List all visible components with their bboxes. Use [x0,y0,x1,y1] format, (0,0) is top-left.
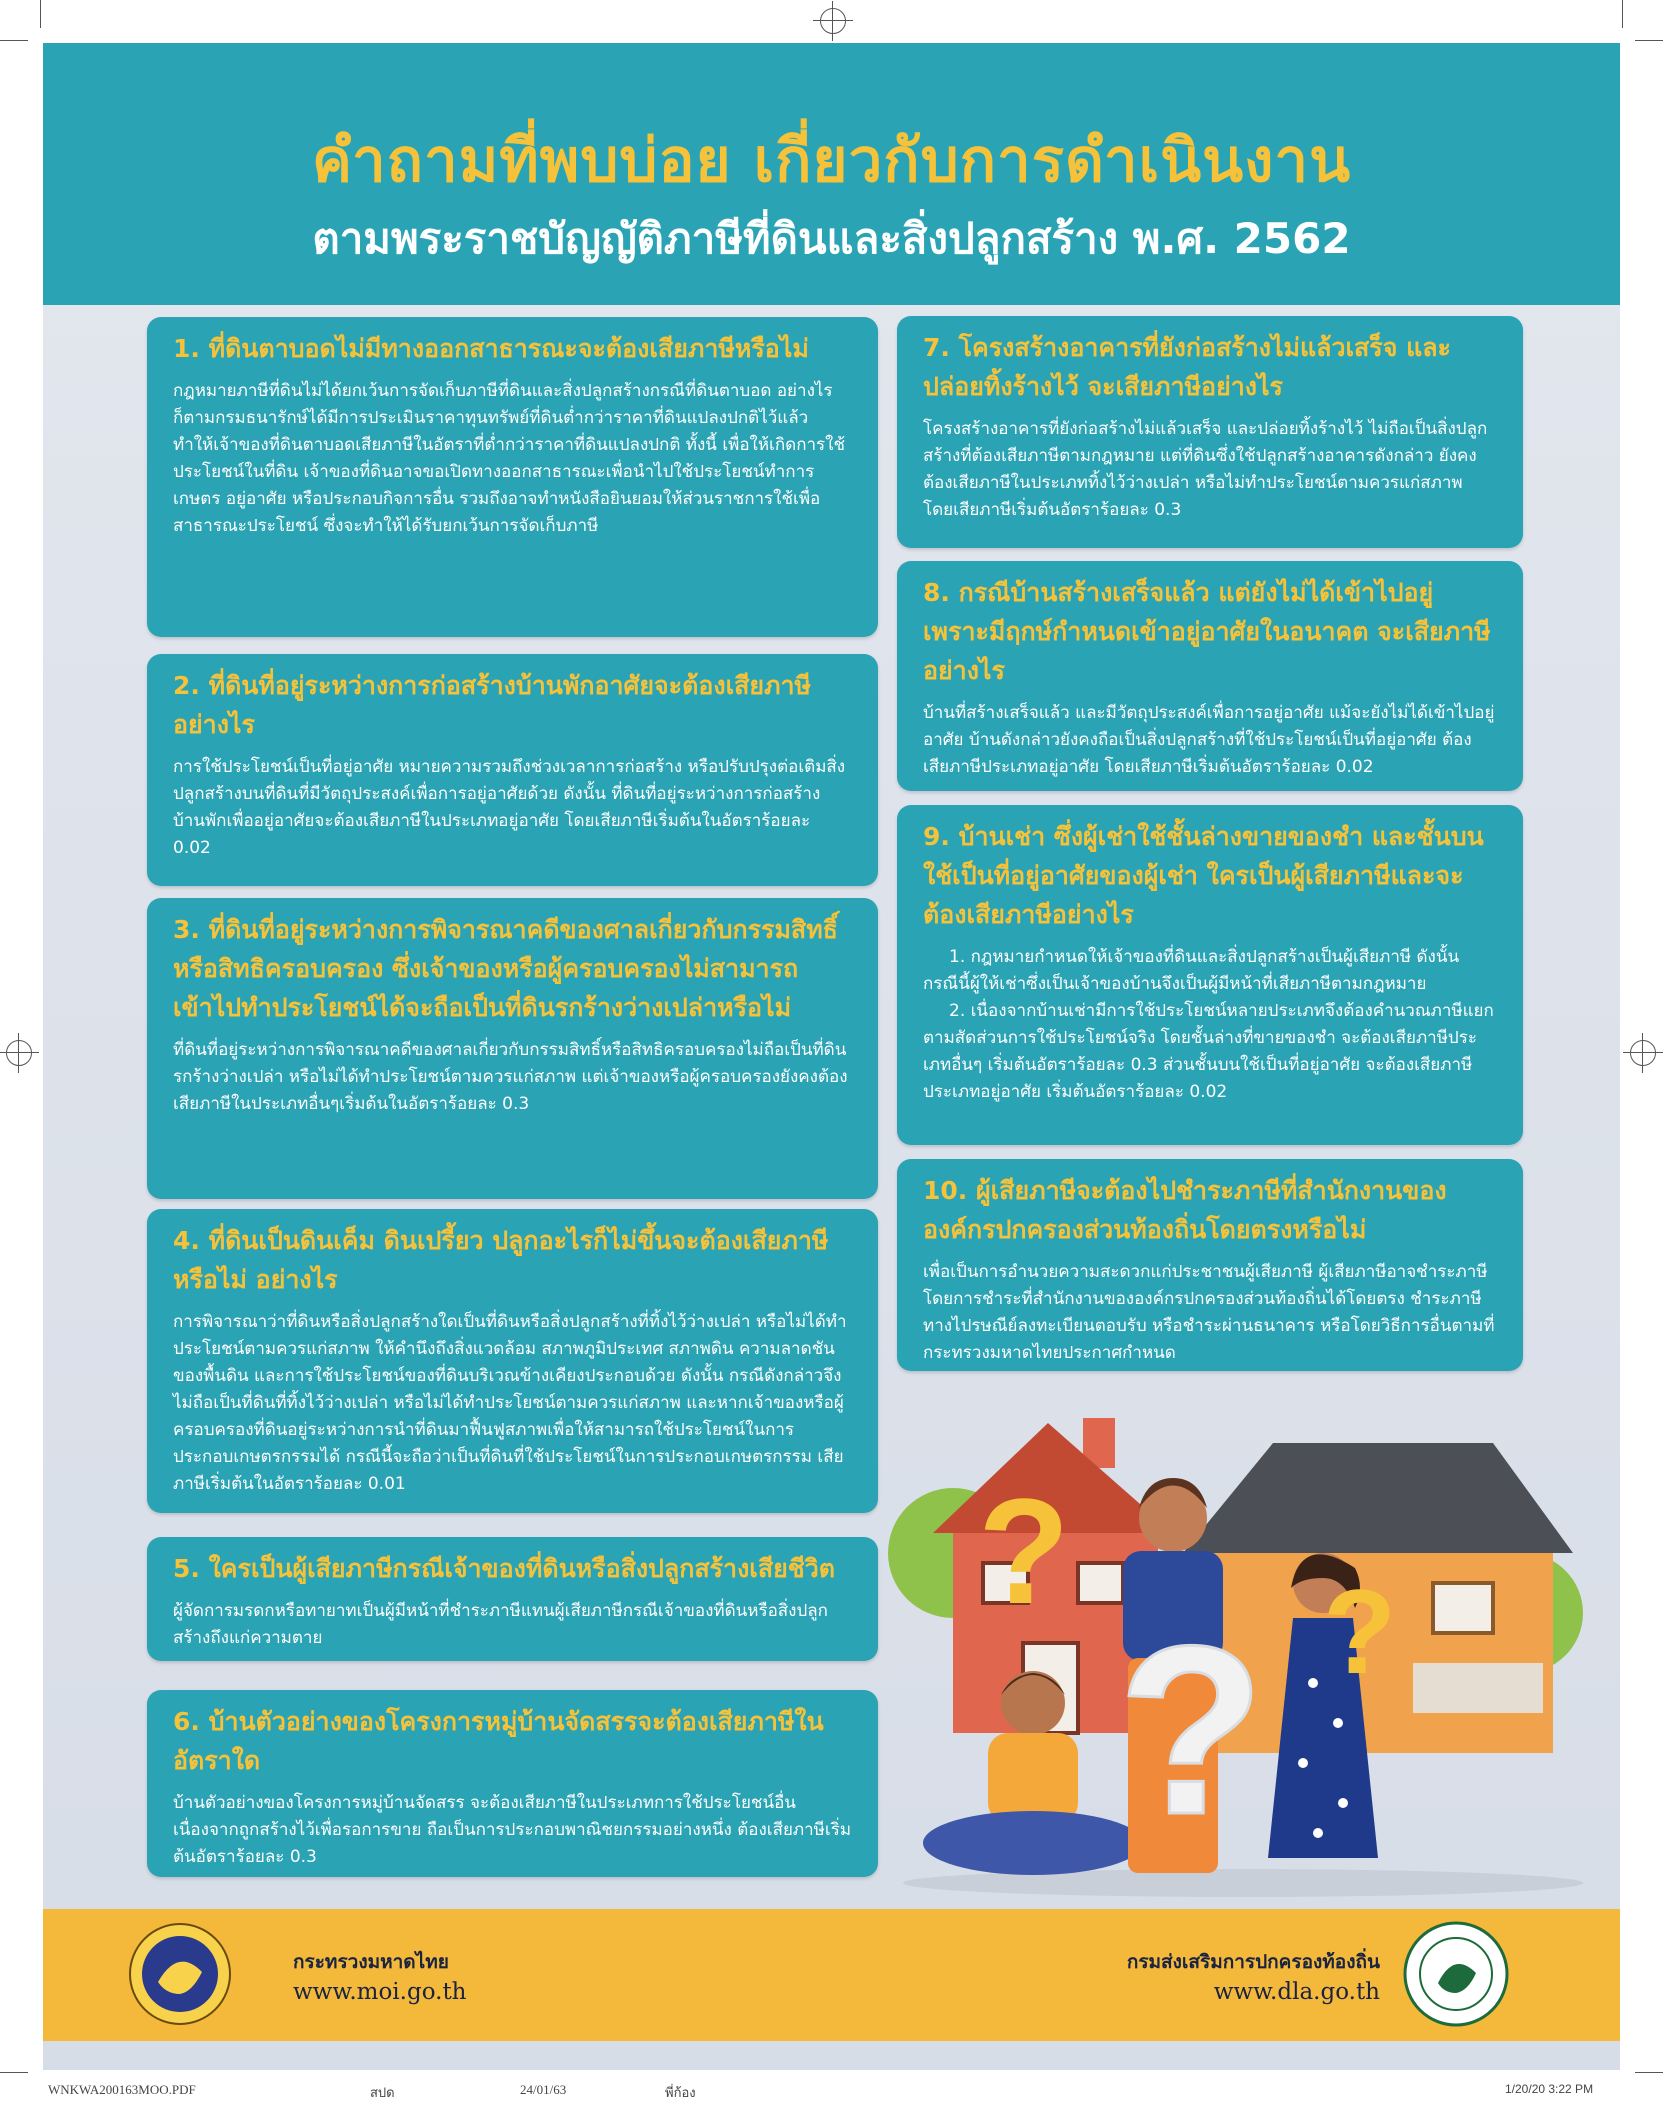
moi-name: กระทรวงมหาดไทย [293,1951,449,1973]
faq-answer: บ้านที่สร้างเสร็จแล้ว และมีวัตถุประสงค์เพื่อการอยู่อาศัย แม้จะยังไม่ได้เข้าไปอยู่อาศัย บ้านดังกล่าวยังคงถือเป็นสิ่งปลูกสร้างที่ใช้ประโยชน์เป็นที่อยู่อาศัย ต้องเสียภาษีประเภทอยู่อาศัย โดยเสียภาษีเริ่มต้นอัตราร้อยละ 0.02 [923,703,1495,777]
right-house-porch [1413,1663,1543,1713]
faq-answer-2: 2. เนื่องจากบ้านเช่ามีการใช้ประโยชน์หลายประเภทจึงต้องคำนวณภาษีแยกตามสัดส่วนการใช้ประโยชน์จริง โดยชั้นล่างที่ขายของชำ จะต้องเสียภาษีประเภทอื่นๆ เริ่มต้นอัตราร้อยละ 0.3 ส่วนชั้นบนใช้เป็นที่อยู่อาศัย จะต้องเสียภาษีประเภทอยู่อาศัย เริ่มต้นอัตราร้อยละ 0.02 [923,1001,1494,1102]
print-timestamp: 1/20/20 3:22 PM [1505,2082,1594,2096]
left-house-window [1078,1563,1123,1603]
faq-answer: บ้านตัวอย่างของโครงการหมู่บ้านจัดสรร จะต้องเสียภาษีในประเภทการใช้ประโยชน์อื่น เนื่องจากถูกสร้างไว้เพื่อรอการขาย ถือเป็นการประกอบพาณิชยกรรมอย่างหนึ่ง ต้องเสียภาษีเริ่มต้นอัตราร้อยละ 0.3 [173,1793,852,1867]
dress-dot [1298,1758,1308,1768]
registration-mark [820,8,846,34]
crop-mark [40,0,41,28]
faq-card-3 [147,898,878,1199]
dress-dot [1333,1718,1343,1728]
print-date: 24/01/63 [520,2082,567,2097]
faq-question: 1. ที่ดินตาบอดไม่มีทางออกสาธารณะจะต้องเสียภาษีหรือไม่ [173,334,809,363]
right-house-window [1433,1583,1493,1633]
footer-bar [43,1909,1620,2041]
faq-question: 2. ที่ดินที่อยู่ระหว่างการก่อสร้างบ้านพักอาศัยจะต้องเสียภาษีอย่างไร [173,671,812,739]
faq-answer: เพื่อเป็นการอำนวยความสะดวกแก่ประชาชนผู้เสียภาษี ผู้เสียภาษีอาจชำระภาษีโดยการชำระที่สำนักงานขององค์กรปกครองส่วนท้องถิ่นได้โดยตรง ชำระภาษีทางไปรษณีย์ลงทะเบียนตอบรับ หรือชำระผ่านธนาคาร หรือโดยวิธีการอื่นตามที่กระทรวงมหาดไทยประกาศกำหนด [923,1262,1495,1363]
faq-question: 10. ผู้เสียภาษีจะต้องไปชำระภาษีที่สำนักงานขององค์กรปกครองส่วนท้องถิ่นโดยตรงหรือไม่ [923,1176,1447,1244]
person-left-body [988,1733,1078,1823]
question-mark-right: ? [1323,1565,1397,1699]
faq-question: 7. โครงสร้างอาคารที่ยังก่อสร้างไม่แล้วเสร็จ และปล่อยทิ้งร้างไว้ จะเสียภาษีอย่างไร [923,333,1451,401]
dress-dot [1313,1828,1323,1838]
crop-mark [1622,0,1623,28]
faq-answer: การใช้ประโยชน์เป็นที่อยู่อาศัย หมายความรวมถึงช่วงเวลาการก่อสร้าง หรือปรับปรุงต่อเติมสิ่งปลูกสร้างบนที่ดินที่มีวัตถุประสงค์เพื่อการอยู่อาศัยด้วย ดังนั้น ที่ดินที่อยู่ระหว่างการก่อสร้างบ้านพักเพื่ออยู่อาศัยจะต้องเสียภาษีในประเภทอยู่อาศัย โดยเสียภาษีเริ่มต้นในอัตราร้อยละ 0.02 [173,757,846,858]
crop-mark [0,2072,28,2073]
print-label-1: สปด [370,2085,395,2100]
faq-question: 3. ที่ดินที่อยู่ระหว่างการพิจารณาคดีของศาลเกี่ยวกับกรรมสิทธิ์หรือสิทธิครอบครอง ซึ่งเจ้าของหรือผู้ครอบครองไม่สามารถเข้าไปทำประโยชน์ได้จะถือเป็นที่ดินรกร้างว่างเปล่าหรือไม่ [173,915,838,1022]
faq-question: 6. บ้านตัวอย่างของโครงการหมู่บ้านจัดสรรจะต้องเสียภาษีในอัตราใด [173,1707,824,1775]
question-mark-middle: ? [1118,1596,1265,1864]
registration-mark [6,1040,32,1066]
faq-answer-1: 1. กฎหมายกำหนดให้เจ้าของที่ดินและสิ่งปลูกสร้างเป็นผู้เสียภาษี ดังนั้น กรณีนี้ผู้ให้เช่าซึ่งเป็นเจ้าของบ้านจึงเป็นผู้มีหน้าที่เสียภาษีตามกฎหมาย [923,947,1460,994]
dress-dot [1308,1678,1318,1688]
faq-card-9 [897,805,1523,1145]
dla-name: กรมส่งเสริมการปกครองท้องถิ่น [1126,1951,1380,1973]
registration-mark [1630,1040,1656,1066]
dress-dot [1338,1798,1348,1808]
poster [43,43,1620,2070]
faq-answer: กฎหมายภาษีที่ดินไม่ได้ยกเว้นการจัดเก็บภาษีที่ดินและสิ่งปลูกสร้างกรณีที่ดินตาบอด อย่างไรก็ตามกรมธนารักษ์ได้มีการประเมินราคาทุนทรัพย์ที่ดินต่ำกว่าราคาที่ดินแปลงปกติไว้แล้ว ทำให้เจ้าของที่ดินตาบอดเสียภาษีในอัตราที่ต่ำกว่าราคาที่ดินแปลงปกติ ทั้งนี้ เพื่อให้เกิดการใช้ประโยชน์ในที่ดิน เจ้าของที่ดินอาจขอเปิดทางออกสาธารณะเพื่อนำไปใช้ประโยชน์ทำการเกษตร อยู่อาศัย หรือประกอบกิจการอื่น รวมถึงอาจทำหนังสือยินยอมให้ส่วนราชการใช้เพื่อสาธารณะประโยชน์ ซึ่งจะทำให้ได้รับยกเว้นการจัดเก็บภาษี [173,381,846,536]
faq-card-7 [897,316,1523,548]
faq-answer: ที่ดินที่อยู่ระหว่างการพิจารณาคดีของศาลเกี่ยวกับกรรมสิทธิ์หรือสิทธิครอบครองไม่ถือเป็นที่ดินรกร้างว่างเปล่า หรือไม่ได้ทำประโยชน์ตามควรแก่สภาพ แต่เจ้าของหรือผู้ครอบครองยังคงต้องเสียภาษีในประเภทอื่นๆเริ่มต้นในอัตราร้อยละ 0.3 [173,1040,848,1114]
faq-question: 8. กรณีบ้านสร้างเสร็จแล้ว แต่ยังไม่ได้เข้าไปอยู่ เพราะมีฤกษ์กำหนดเข้าอยู่อาศัยในอนาคต จะเสียภาษีอย่างไร [923,578,1491,685]
moi-emblem-icon [128,1922,232,2026]
faq-question: 9. บ้านเช่า ซึ่งผู้เช่าใช้ชั้นล่างขายของชำ และชั้นบนใช้เป็นที่อยู่อาศัยของผู้เช่า ใครเป็นผู้เสียภาษีและจะต้องเสียภาษีอย่างไร [923,822,1484,929]
faq-card-4 [147,1209,878,1513]
print-label-2: พี่ก้อง [665,2085,696,2100]
crop-mark [1635,40,1663,41]
faq-answer: โครงสร้างอาคารที่ยังก่อสร้างไม่แล้วเสร็จ และปล่อยทิ้งร้างไว้ ไม่ถือเป็นสิ่งปลูกสร้างที่ต้องเสียภาษีตามกฎหมาย แต่ที่ดินซึ่งใช้ปลูกสร้างอาคารดังกล่าว ยังคงต้องเสียภาษีในประเภททิ้งไว้ว่างเปล่า หรือไม่ทำประโยชน์ตามควรแก่สภาพ โดยเสียภาษีเริ่มต้นอัตราร้อยละ 0.3 [923,419,1488,520]
page-title: คำถามที่พบบ่อย เกี่ยวกับการดำเนินงาน [311,126,1352,196]
crop-mark [1635,2072,1663,2073]
faq-question: 4. ที่ดินเป็นดินเค็ม ดินเปรี้ยว ปลูกอะไรก็ไม่ขึ้นจะต้องเสียภาษีหรือไม่ อย่างไร [173,1226,829,1294]
faq-card-1 [147,317,878,637]
faq-question: 5. ใครเป็นผู้เสียภาษีกรณีเจ้าของที่ดินหรือสิ่งปลูกสร้างเสียชีวิต [173,1554,835,1583]
family-houses-illustration [873,1383,1603,1903]
person-left-legs [923,1811,1143,1875]
faq-answer: การพิจารณาว่าที่ดินหรือสิ่งปลูกสร้างใดเป็นที่ดินหรือสิ่งปลูกสร้างที่ทิ้งไว้ว่างเปล่า หรือไม่ได้ทำประโยชน์ตามควรแก่สภาพ ให้คำนึงถึงสิ่งแวดล้อม สภาพภูมิประเทศ สภาพดิน ความลาดชันของพื้นดิน และการใช้ประโยชน์ของที่ดินบริเวณข้างเคียงประกอบด้วย ดังนั้น กรณีดังกล่าวจึงไม่ถือเป็นที่ดินที่ทิ้งไว้ว่างเปล่า หรือไม่ได้ทำประโยชน์ตามควรแก่สภาพ และหากเจ้าของหรือผู้ครอบครองที่ดินอยู่ระหว่างการนำที่ดินมาฟื้นฟูสภาพเพื่อให้สามารถใช้ประโยชน์ในการประกอบเกษตรกรรมได้ กรณีนี้จะถือว่าเป็นที่ดินที่ใช้ประโยชน์ในการประกอบเกษตรกรรม เสียภาษีเริ่มต้นในอัตราร้อยละ 0.01 [173,1312,847,1494]
right-house-roof [1183,1443,1573,1553]
person-left-head [1001,1671,1065,1735]
dla-link[interactable]: www.dla.go.th [1213,1979,1380,2005]
faq-answer: ผู้จัดการมรดกหรือทายาทเป็นผู้มีหน้าที่ชำระภาษีแทนผู้เสียภาษีกรณีเจ้าของที่ดินหรือสิ่งปลูกสร้างถึงแก่ความตาย [173,1601,828,1648]
faq-card-5 [147,1537,878,1661]
print-file-name: WNKWA200163MOO.PDF [48,2082,196,2097]
faq-card-6 [147,1690,878,1877]
dla-emblem-icon [1403,1921,1509,2027]
moi-link[interactable]: www.moi.go.th [293,1979,467,2005]
page-subtitle: ตามพระราชบัญญัติภาษีที่ดินและสิ่งปลูกสร้าง พ.ศ. 2562 [312,214,1351,263]
header-banner [43,43,1620,305]
crop-mark [0,40,28,41]
question-mark-left: ? [978,1467,1070,1635]
faq-card-2 [147,654,878,886]
faq-card-10 [897,1159,1523,1371]
faq-card-8 [897,561,1523,791]
